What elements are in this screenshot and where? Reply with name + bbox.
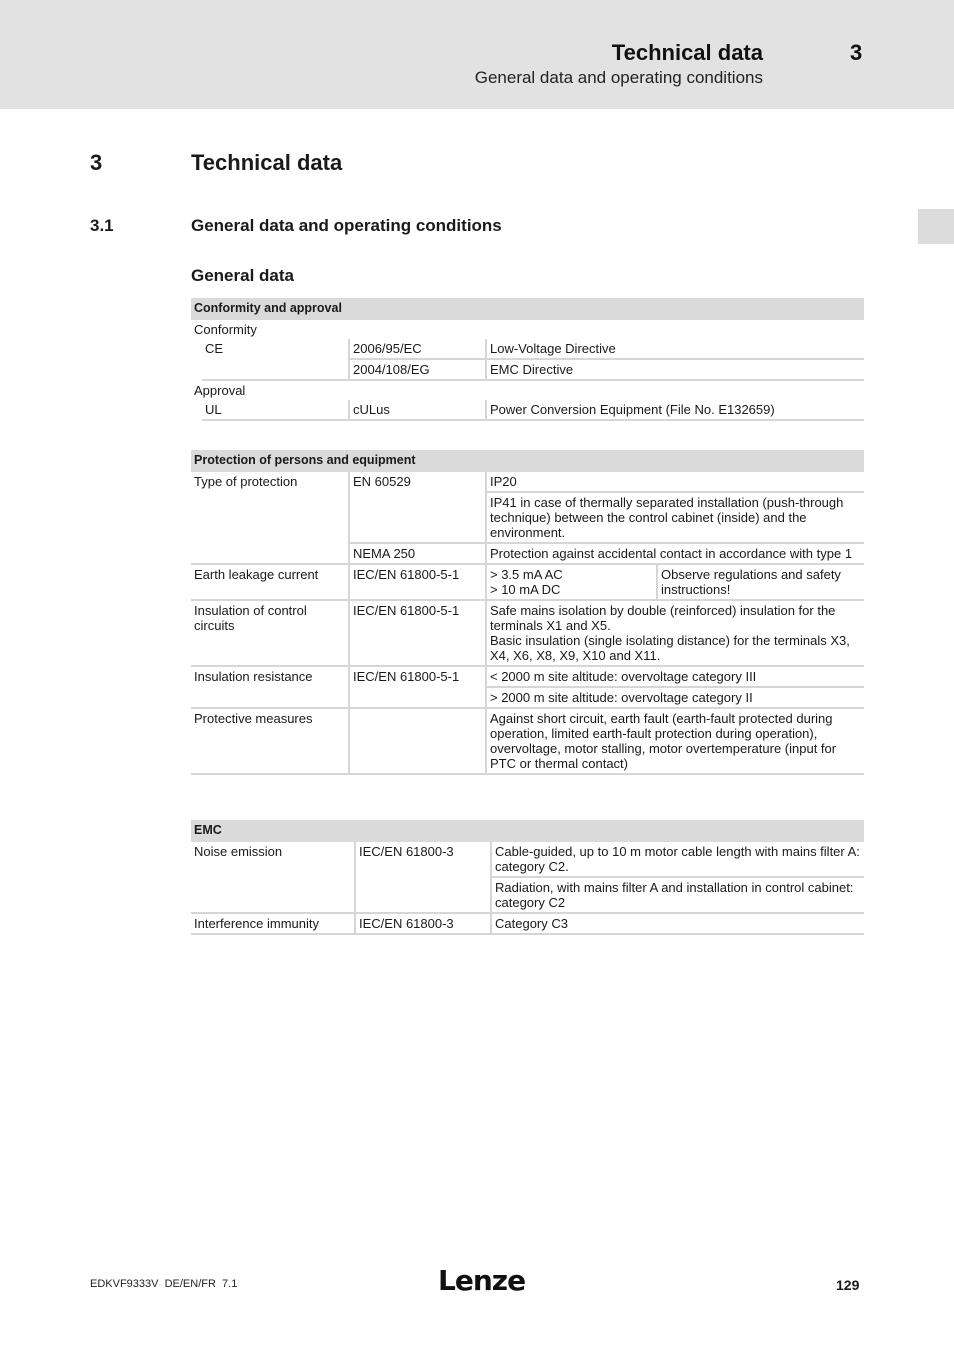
row-label: Noise emission (191, 842, 355, 913)
value-cell: Cable-guided, up to 10 m motor cable length with mains filter A: category C2. (491, 842, 864, 877)
row-label: CE (202, 339, 349, 380)
conformity-table (191, 298, 864, 421)
value-line: > 10 mA DC (490, 582, 561, 597)
section-header: EMC (191, 820, 864, 842)
standard-cell (349, 708, 486, 774)
protection-table (191, 450, 864, 775)
document-id: EDKVF9333V DE/EN/FR 7.1 (90, 1278, 238, 1290)
chapter-title: Technical data (191, 150, 343, 175)
value-line: Basic insulation (single isolating distance) for the terminals X3, X4, X6, X8, X9, X10 and X11. (490, 633, 850, 663)
value-cell: Radiation, with mains filter A and installation in control cabinet: category C2 (491, 877, 864, 913)
page-number: 129 (836, 1277, 860, 1293)
value-cell: IP41 in case of thermally separated installation (push-through technique) between the control cabinet (inside) and the environment. (486, 492, 864, 543)
group-label: Conformity (194, 322, 257, 337)
section-title: General data and operating conditions (191, 216, 502, 235)
row-label: UL (202, 400, 349, 420)
standard-cell: 2004/108/EG (349, 359, 486, 380)
description-cell: Low-Voltage Directive (486, 339, 864, 359)
table-row (191, 400, 864, 420)
section-header: Conformity and approval (191, 298, 864, 320)
value-cell: Against short circuit, earth fault (earth-fault protected during operation, limited earth-fault protection during operation), overvoltage, motor stalling, motor overtemperature (input for PTC or thermal contact) (486, 708, 864, 774)
table-row (191, 339, 864, 359)
standard-cell: EN 60529 (349, 472, 486, 543)
page-header (0, 0, 954, 109)
table-row (191, 666, 864, 687)
table-row (191, 913, 864, 934)
row-label: Insulation resistance (191, 666, 349, 708)
group-label: Approval (194, 383, 246, 398)
value-cell: < 2000 m site altitude: overvoltage category III (486, 666, 864, 687)
standard-cell: IEC/EN 61800-5-1 (349, 564, 486, 600)
table-row (191, 842, 864, 877)
description-cell: Power Conversion Equipment (File No. E132659) (486, 400, 864, 420)
header-chapter-number: 3 (850, 40, 863, 65)
row-label: Type of protection (191, 472, 349, 564)
subsection-title: General data (191, 266, 294, 285)
standard-cell: IEC/EN 61800-3 (355, 842, 491, 913)
chapter-number: 3 (90, 150, 103, 175)
section-header: Protection of persons and equipment (191, 450, 864, 472)
table-row (191, 564, 864, 600)
section-number: 3.1 (90, 216, 114, 235)
row-label: Interference immunity (191, 913, 355, 934)
emc-table (191, 820, 864, 935)
standard-cell: IEC/EN 61800-5-1 (349, 600, 486, 666)
value-line: > 3.5 mA AC (490, 567, 563, 582)
value-cell: IP20 (486, 472, 864, 492)
standard-cell: IEC/EN 61800-3 (355, 913, 491, 934)
row-label: Protective measures (191, 708, 349, 774)
standard-cell: cULus (349, 400, 486, 420)
standard-cell: NEMA 250 (349, 543, 486, 564)
value-cell: Protection against accidental contact in accordance with type 1 (486, 543, 864, 564)
note-cell: Observe regulations and safety instructions! (657, 564, 864, 600)
value-cell: > 2000 m site altitude: overvoltage category II (486, 687, 864, 708)
header-subtitle: General data and operating conditions (474, 68, 763, 87)
header-title: Technical data (611, 40, 763, 65)
row-label: Earth leakage current (191, 564, 349, 600)
table-row (191, 472, 864, 492)
value-cell (486, 600, 864, 666)
standard-cell: 2006/95/EC (349, 339, 486, 359)
chapter-side-tab (918, 209, 954, 244)
table-row (191, 600, 864, 666)
value-cell: Category C3 (491, 913, 864, 934)
row-label: Insulation of control circuits (191, 600, 349, 666)
value-cell (486, 564, 657, 600)
lenze-logo: Lenze (438, 1264, 526, 1297)
description-cell: EMC Directive (486, 359, 864, 380)
standard-cell: IEC/EN 61800-5-1 (349, 666, 486, 708)
table-row (191, 708, 864, 774)
value-line: Safe mains isolation by double (reinforced) insulation for the terminals X1 and X5. (490, 603, 836, 633)
